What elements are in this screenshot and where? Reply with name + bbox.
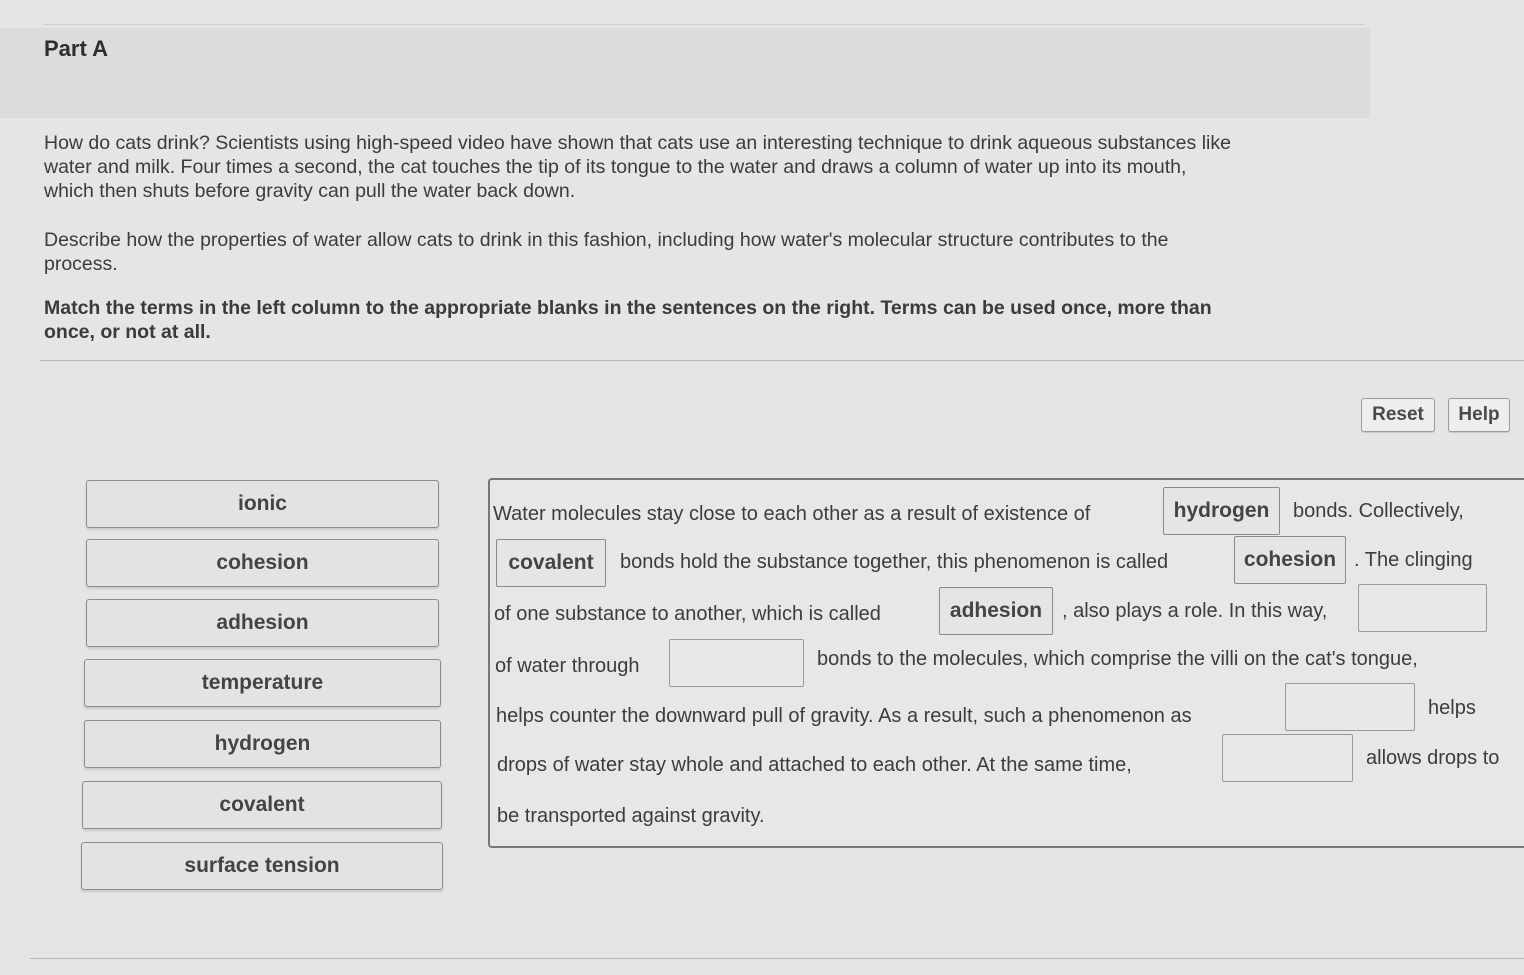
- term-cohesion[interactable]: cohesion: [86, 539, 439, 587]
- blank-7-empty[interactable]: [1285, 683, 1415, 731]
- section-divider: [40, 360, 1524, 361]
- question-paragraph-2: [44, 228, 1384, 276]
- sentence-text: allows drops to: [1366, 747, 1500, 769]
- sentence-text: be transported against gravity.: [497, 805, 765, 827]
- sentence-text: . The clinging: [1354, 549, 1473, 571]
- sentence-text: , also plays a role. In this way,: [1062, 600, 1328, 622]
- question-line: process.: [44, 253, 118, 275]
- sentence-text: bonds to the molecules, which comprise the villi on the cat's tongue,: [817, 648, 1418, 670]
- part-title[interactable]: Part A: [44, 36, 108, 61]
- sentence-text: helps counter the downward pull of gravity. As a result, such a phenomenon as: [496, 705, 1192, 727]
- question-line: Describe how the properties of water allow cats to drink in this fashion, including how water's molecular structure contributes to the: [44, 229, 1169, 251]
- bottom-divider: [30, 958, 1524, 959]
- term-adhesion[interactable]: adhesion: [86, 599, 439, 647]
- blank-3-filled[interactable]: cohesion: [1234, 536, 1346, 584]
- term-ionic[interactable]: ionic: [86, 480, 439, 528]
- sentence-text: of one substance to another, which is called: [494, 603, 881, 625]
- sentence-text: of water through: [495, 655, 640, 677]
- term-temperature[interactable]: temperature: [84, 659, 441, 707]
- sentence-text: bonds hold the substance together, this phenomenon is called: [620, 551, 1169, 573]
- blank-5-empty[interactable]: [1358, 584, 1487, 632]
- sentence-text: helps: [1428, 697, 1476, 719]
- sentence-text: Water molecules stay close to each other as a result of existence of: [493, 503, 1091, 525]
- blank-4-filled[interactable]: adhesion: [939, 587, 1053, 635]
- question-line: which then shuts before gravity can pull the water back down.: [44, 180, 576, 202]
- sentence-text: bonds. Collectively,: [1293, 500, 1464, 522]
- question-line: How do cats drink? Scientists using high-speed video have shown that cats use an interesting technique to drink aqueous substances like: [44, 132, 1231, 154]
- reset-button[interactable]: Reset: [1361, 398, 1435, 432]
- blank-8-empty[interactable]: [1222, 734, 1353, 782]
- blank-1-filled[interactable]: hydrogen: [1163, 487, 1280, 535]
- question-line: water and milk. Four times a second, the cat touches the tip of its tongue to the water and draws a column of water up into its mouth,: [44, 156, 1187, 178]
- blank-2-filled[interactable]: covalent: [496, 539, 606, 587]
- help-button[interactable]: Help: [1448, 398, 1510, 432]
- term-hydrogen[interactable]: hydrogen: [84, 720, 441, 768]
- question-paragraph-1: [44, 131, 1384, 203]
- part-header-bar[interactable]: [0, 28, 1370, 118]
- term-covalent[interactable]: covalent: [82, 781, 442, 829]
- blank-6-empty[interactable]: [669, 639, 804, 687]
- instructions: [44, 296, 1384, 344]
- top-divider: [44, 24, 1364, 25]
- term-surface-tension[interactable]: surface tension: [81, 842, 443, 890]
- instruction-line: once, or not at all.: [44, 321, 211, 343]
- instruction-line: Match the terms in the left column to the appropriate blanks in the sentences on the right. Terms can be used once, more than: [44, 297, 1212, 319]
- sentence-text: drops of water stay whole and attached to each other. At the same time,: [497, 754, 1132, 776]
